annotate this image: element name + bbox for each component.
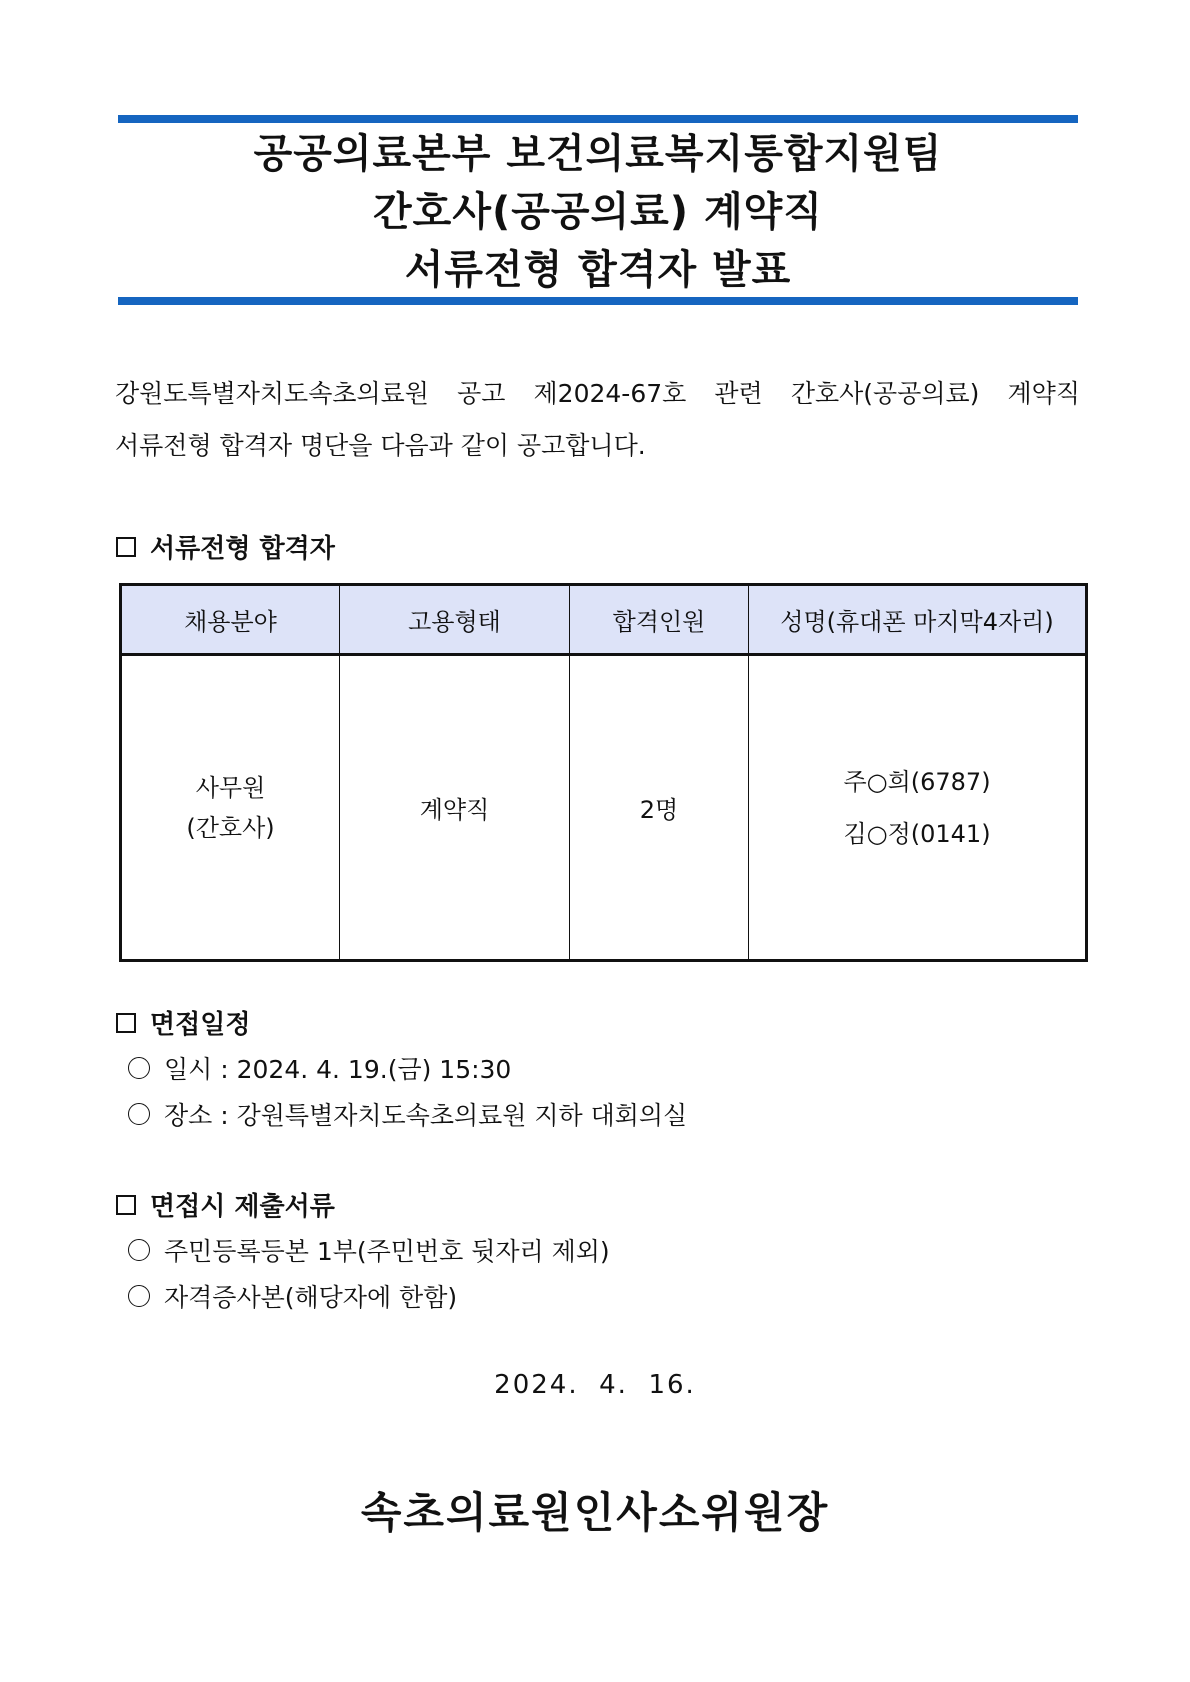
- list-item-text: 일시 : 2024. 4. 19.(금) 15:30: [164, 1055, 512, 1084]
- section-heading-results: [116, 528, 335, 565]
- table-header-row: [121, 585, 1087, 655]
- list-item-text: 주민등록등본 1부(주민번호 뒷자리 제외): [164, 1237, 610, 1266]
- section-heading-documents: [116, 1186, 335, 1223]
- intro-line-2: 서류전형 합격자 명단을 다음과 같이 공고합니다.: [115, 431, 646, 460]
- list-item: [128, 1096, 687, 1132]
- title-top-rule: [118, 115, 1078, 123]
- cell-count: 2명: [570, 655, 749, 961]
- cell-field: [121, 655, 340, 961]
- name-entry: 주○희(6787): [843, 767, 991, 796]
- cell-employment-type: 계약직: [340, 655, 570, 961]
- title-line-1: 공공의료본부 보건의료복지통합지원팀: [253, 131, 943, 177]
- document-title: [118, 125, 1078, 299]
- circle-bullet-icon: [128, 1057, 150, 1079]
- column-header-names: 성명(휴대폰 마지막4자리): [749, 585, 1087, 655]
- list-item: [128, 1050, 511, 1086]
- results-table: [119, 583, 1088, 962]
- column-header-count: 합격인원: [570, 585, 749, 655]
- title-bottom-rule: [118, 297, 1078, 305]
- field-line-1: 사무원: [195, 773, 266, 802]
- title-line-3: 서류전형 합격자 발표: [404, 247, 792, 293]
- intro-paragraph: [115, 368, 1080, 472]
- square-bullet-icon: [116, 1195, 136, 1215]
- table-row: [121, 655, 1087, 961]
- title-line-2: 간호사(공공의료) 계약직: [373, 189, 823, 235]
- circle-bullet-icon: [128, 1103, 150, 1125]
- square-bullet-icon: [116, 537, 136, 557]
- intro-line-1: 강원도특별자치도속초의료원 공고 제2024-67호 관련 간호사(공공의료) 계약직: [115, 379, 1080, 408]
- section-heading-label: 면접일정: [150, 1010, 251, 1040]
- column-header-field: 채용분야: [121, 585, 340, 655]
- issuer-signature: 속초의료원인사소위원장: [360, 1488, 830, 1537]
- column-header-employment-type: 고용형태: [340, 585, 570, 655]
- circle-bullet-icon: [128, 1239, 150, 1261]
- list-item: [128, 1232, 610, 1268]
- announcement-date: 2024. 4. 16.: [494, 1370, 696, 1400]
- list-item: [128, 1278, 457, 1314]
- name-entry: 김○정(0141): [843, 819, 991, 848]
- circle-bullet-icon: [128, 1285, 150, 1307]
- square-bullet-icon: [116, 1013, 136, 1033]
- section-heading-interview: [116, 1004, 250, 1041]
- field-line-2: (간호사): [186, 813, 275, 842]
- cell-names: [749, 655, 1087, 961]
- section-heading-label: 면접시 제출서류: [150, 1192, 335, 1222]
- list-item-text: 장소 : 강원특별자치도속초의료원 지하 대회의실: [164, 1101, 688, 1130]
- list-item-text: 자격증사본(해당자에 한함): [164, 1283, 458, 1312]
- section-heading-label: 서류전형 합격자: [150, 534, 335, 564]
